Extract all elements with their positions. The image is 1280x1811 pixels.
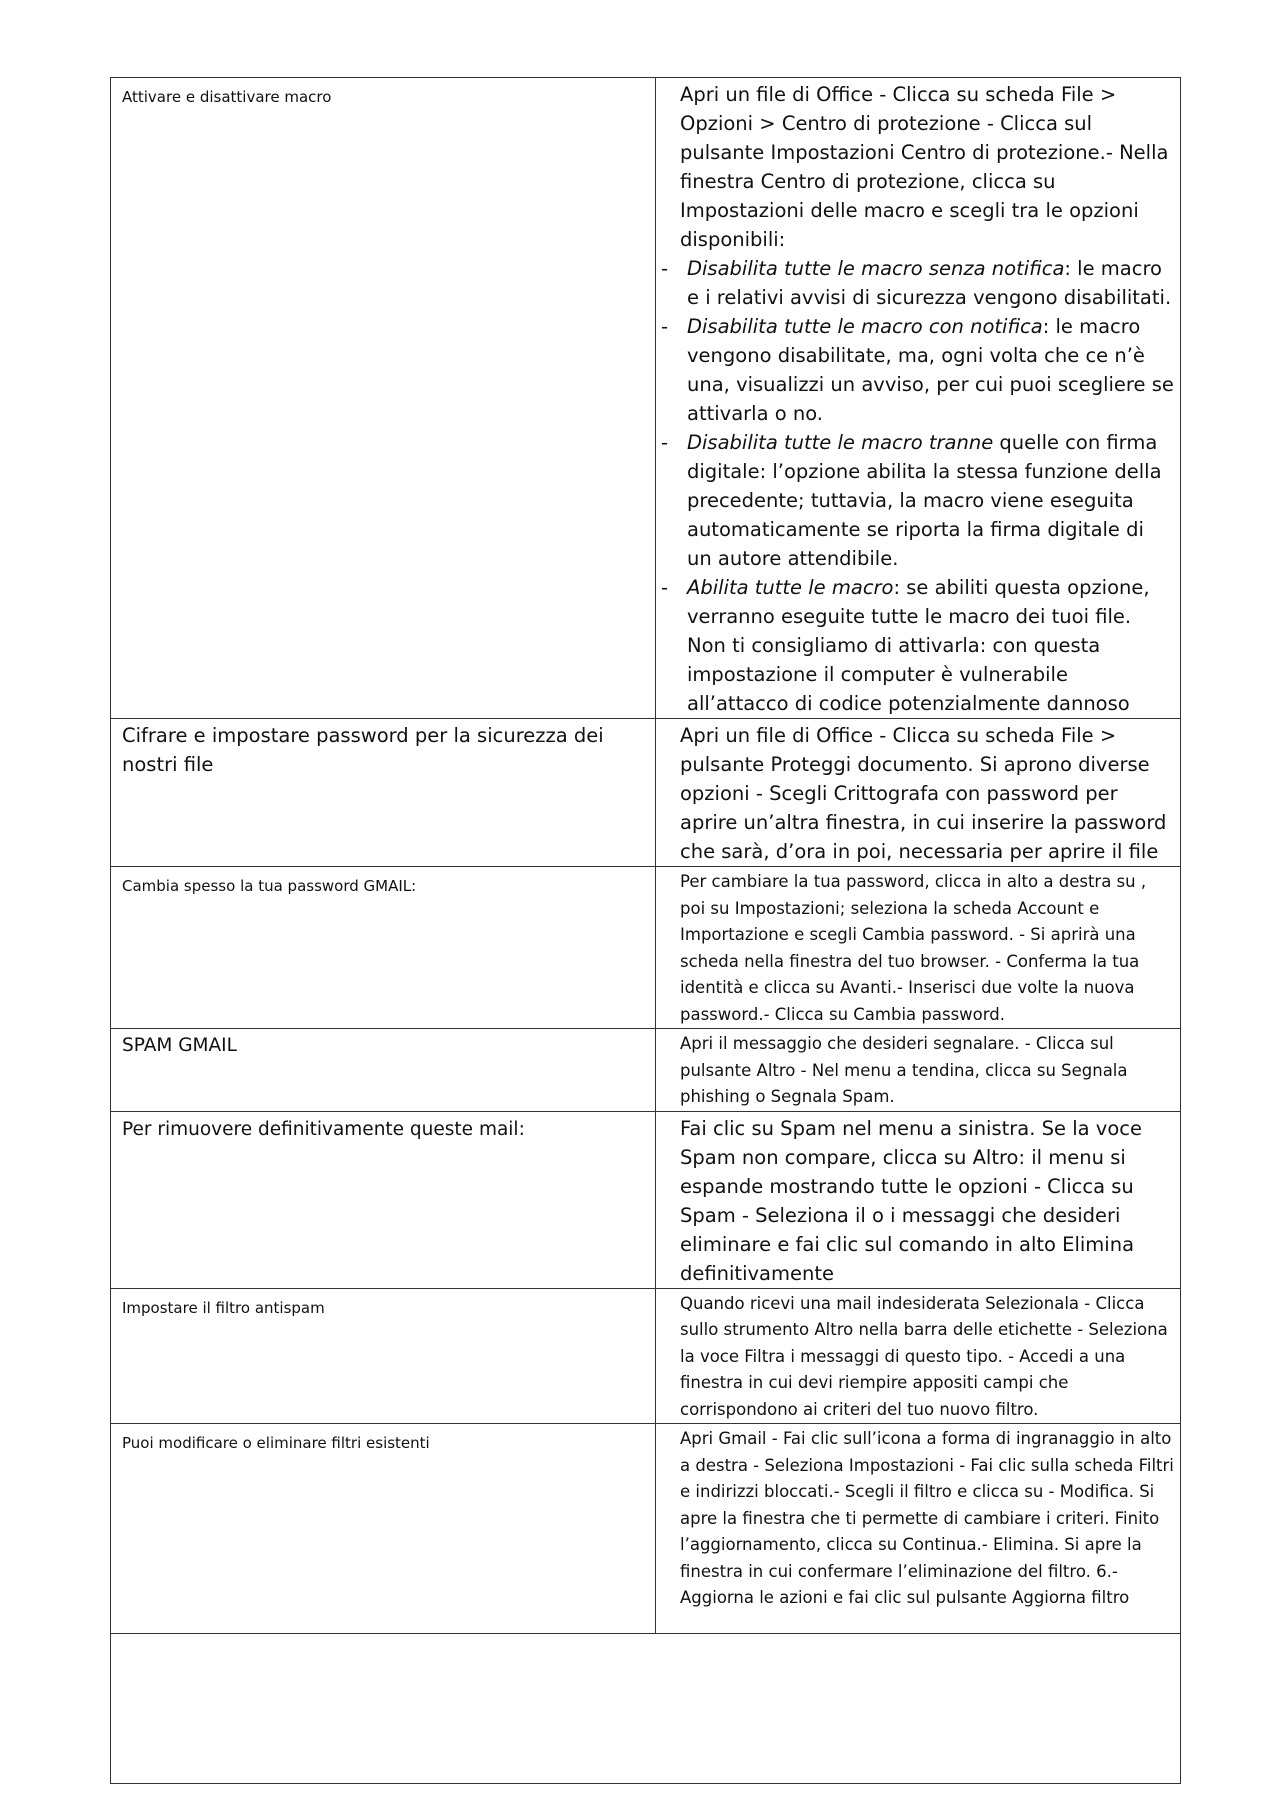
row-label xyxy=(111,719,656,867)
row-content-text: Quando ricevi una mail indesiderata Selezionala - Clicca sullo strumento Altro nella barra delle etichette - Seleziona la voce Filtra i messaggi di questo tipo. - Accedi a una finestra in cui devi riempire appositi campi che corrispondono ai criteri del tuo nuovo filtro. xyxy=(680,1293,1168,1419)
table-row xyxy=(111,719,1181,867)
row-label-text: Attivare e disattivare macro xyxy=(122,88,332,106)
option-description: : le macro e i relativi avvisi di sicurezza vengono disabilitati. xyxy=(687,257,1172,309)
list-item xyxy=(680,254,1174,312)
list-item xyxy=(680,573,1174,718)
row-content xyxy=(656,719,1181,867)
option-name: Disabilita tutte le macro senza notifica xyxy=(687,257,1065,280)
row-label xyxy=(111,1424,656,1634)
row-label-text: Cifrare e impostare password per la sicurezza dei nostri file xyxy=(122,724,604,776)
row-label-text: Per rimuovere definitivamente queste mail: xyxy=(122,1118,525,1140)
empty-cell xyxy=(111,1634,1181,1784)
row-content xyxy=(656,78,1181,719)
row-content xyxy=(656,1288,1181,1424)
row-content-text: Apri il messaggio che desideri segnalare. - Clicca sul pulsante Altro - Nel menu a tendina, clicca su Segnala phishing o Segnala Spam. xyxy=(680,1034,1128,1106)
row-content xyxy=(656,1029,1181,1112)
row-content-text: Fai clic su Spam nel menu a sinistra. Se la voce Spam non compare, clicca su Altro: il menu si espande mostrando tutte le opzioni - Clicca su Spam - Seleziona il o i messaggi che desideri eliminare e fai clic sul comando in alto Elimina definitivamente xyxy=(680,1116,1142,1285)
option-name: Disabilita tutte le macro con notifica xyxy=(687,315,1043,338)
table-row xyxy=(111,1111,1181,1288)
row-content-text: Per cambiare la tua password, clicca in alto a destra su , poi su Impostazioni; seleziona la scheda Account e Importazione e scegli Cambia password. - Si aprirà una scheda nella finestra del tuo browser. - Conferma la tua identità e clicca su Avanti.- Inserisci due volte la nuova password.- Clicca su Cambia password. xyxy=(680,872,1147,1024)
option-description: quelle con firma digitale: l’opzione abilita la stessa funzione della precedente; tuttavia, la macro viene eseguita automaticamente se riporta la firma digitale di un autore attendibile. xyxy=(687,431,1162,570)
row-label-text: SPAM GMAIL xyxy=(122,1035,237,1056)
list-item xyxy=(680,312,1174,428)
document-table xyxy=(110,77,1181,1784)
row-label xyxy=(111,1029,656,1112)
option-name: Disabilita tutte le macro tranne xyxy=(687,431,994,454)
table-row xyxy=(111,1029,1181,1112)
row-label-text: Puoi modificare o eliminare filtri esistenti xyxy=(122,1434,430,1452)
row-label xyxy=(111,1111,656,1288)
option-name: Abilita tutte le macro xyxy=(687,576,894,599)
row-label xyxy=(111,1288,656,1424)
table-row xyxy=(111,1288,1181,1424)
option-description: : le macro vengono disabilitate, ma, ogni volta che ce n’è una, visualizzi un avviso, per cui puoi scegliere se attivarla o no. xyxy=(687,315,1174,425)
table-row xyxy=(111,78,1181,719)
empty-row xyxy=(111,1634,1181,1784)
row-label-text: Cambia spesso la tua password GMAIL: xyxy=(122,877,417,895)
option-description: : se abiliti questa opzione, verranno eseguite tutte le macro dei tuoi file. Non ti consigliamo di attivarla: con questa impostazione il computer è vulnerabile all’attacco di codice potenzialmente dannoso xyxy=(687,576,1150,715)
row-content-text: Apri un file di Office - Clicca su scheda File > pulsante Proteggi documento. Si aprono diverse opzioni - Scegli Crittografa con password per aprire un’altra finestra, in cui inserire la password che sarà, d’ora in poi, necessaria per aprire il file xyxy=(680,724,1167,863)
row-label-text: Impostare il filtro antispam xyxy=(122,1298,325,1317)
row-content-text: Apri Gmail - Fai clic sull’icona a forma di ingranaggio in alto a destra - Seleziona Impostazioni - Fai clic sulla scheda Filtri e indirizzi bloccati.- Scegli il filtro e clicca su - Modifica. Si apre la finestra che ti permette di cambiare i criteri. Finito l’aggiornamento, clicca su Continua.- Elimina. Si apre la finestra in cui confermare l’eliminazione del filtro. 6.- Aggiorna le azioni e fai clic sul pulsante Aggiorna filtro xyxy=(680,1429,1174,1607)
row-label xyxy=(111,78,656,719)
row-content xyxy=(656,1111,1181,1288)
intro-paragraph: Apri un file di Office - Clicca su scheda File > Opzioni > Centro di protezione - Clicca sul pulsante Impostazioni Centro di protezione.- Nella finestra Centro di protezione, clicca su Impostazioni delle macro e scegli tra le opzioni disponibili: xyxy=(680,83,1169,251)
row-content xyxy=(656,867,1181,1029)
table-row xyxy=(111,1424,1181,1634)
macro-options-list xyxy=(680,254,1174,718)
row-label xyxy=(111,867,656,1029)
row-content xyxy=(656,1424,1181,1634)
table-row xyxy=(111,867,1181,1029)
list-item xyxy=(680,428,1174,573)
